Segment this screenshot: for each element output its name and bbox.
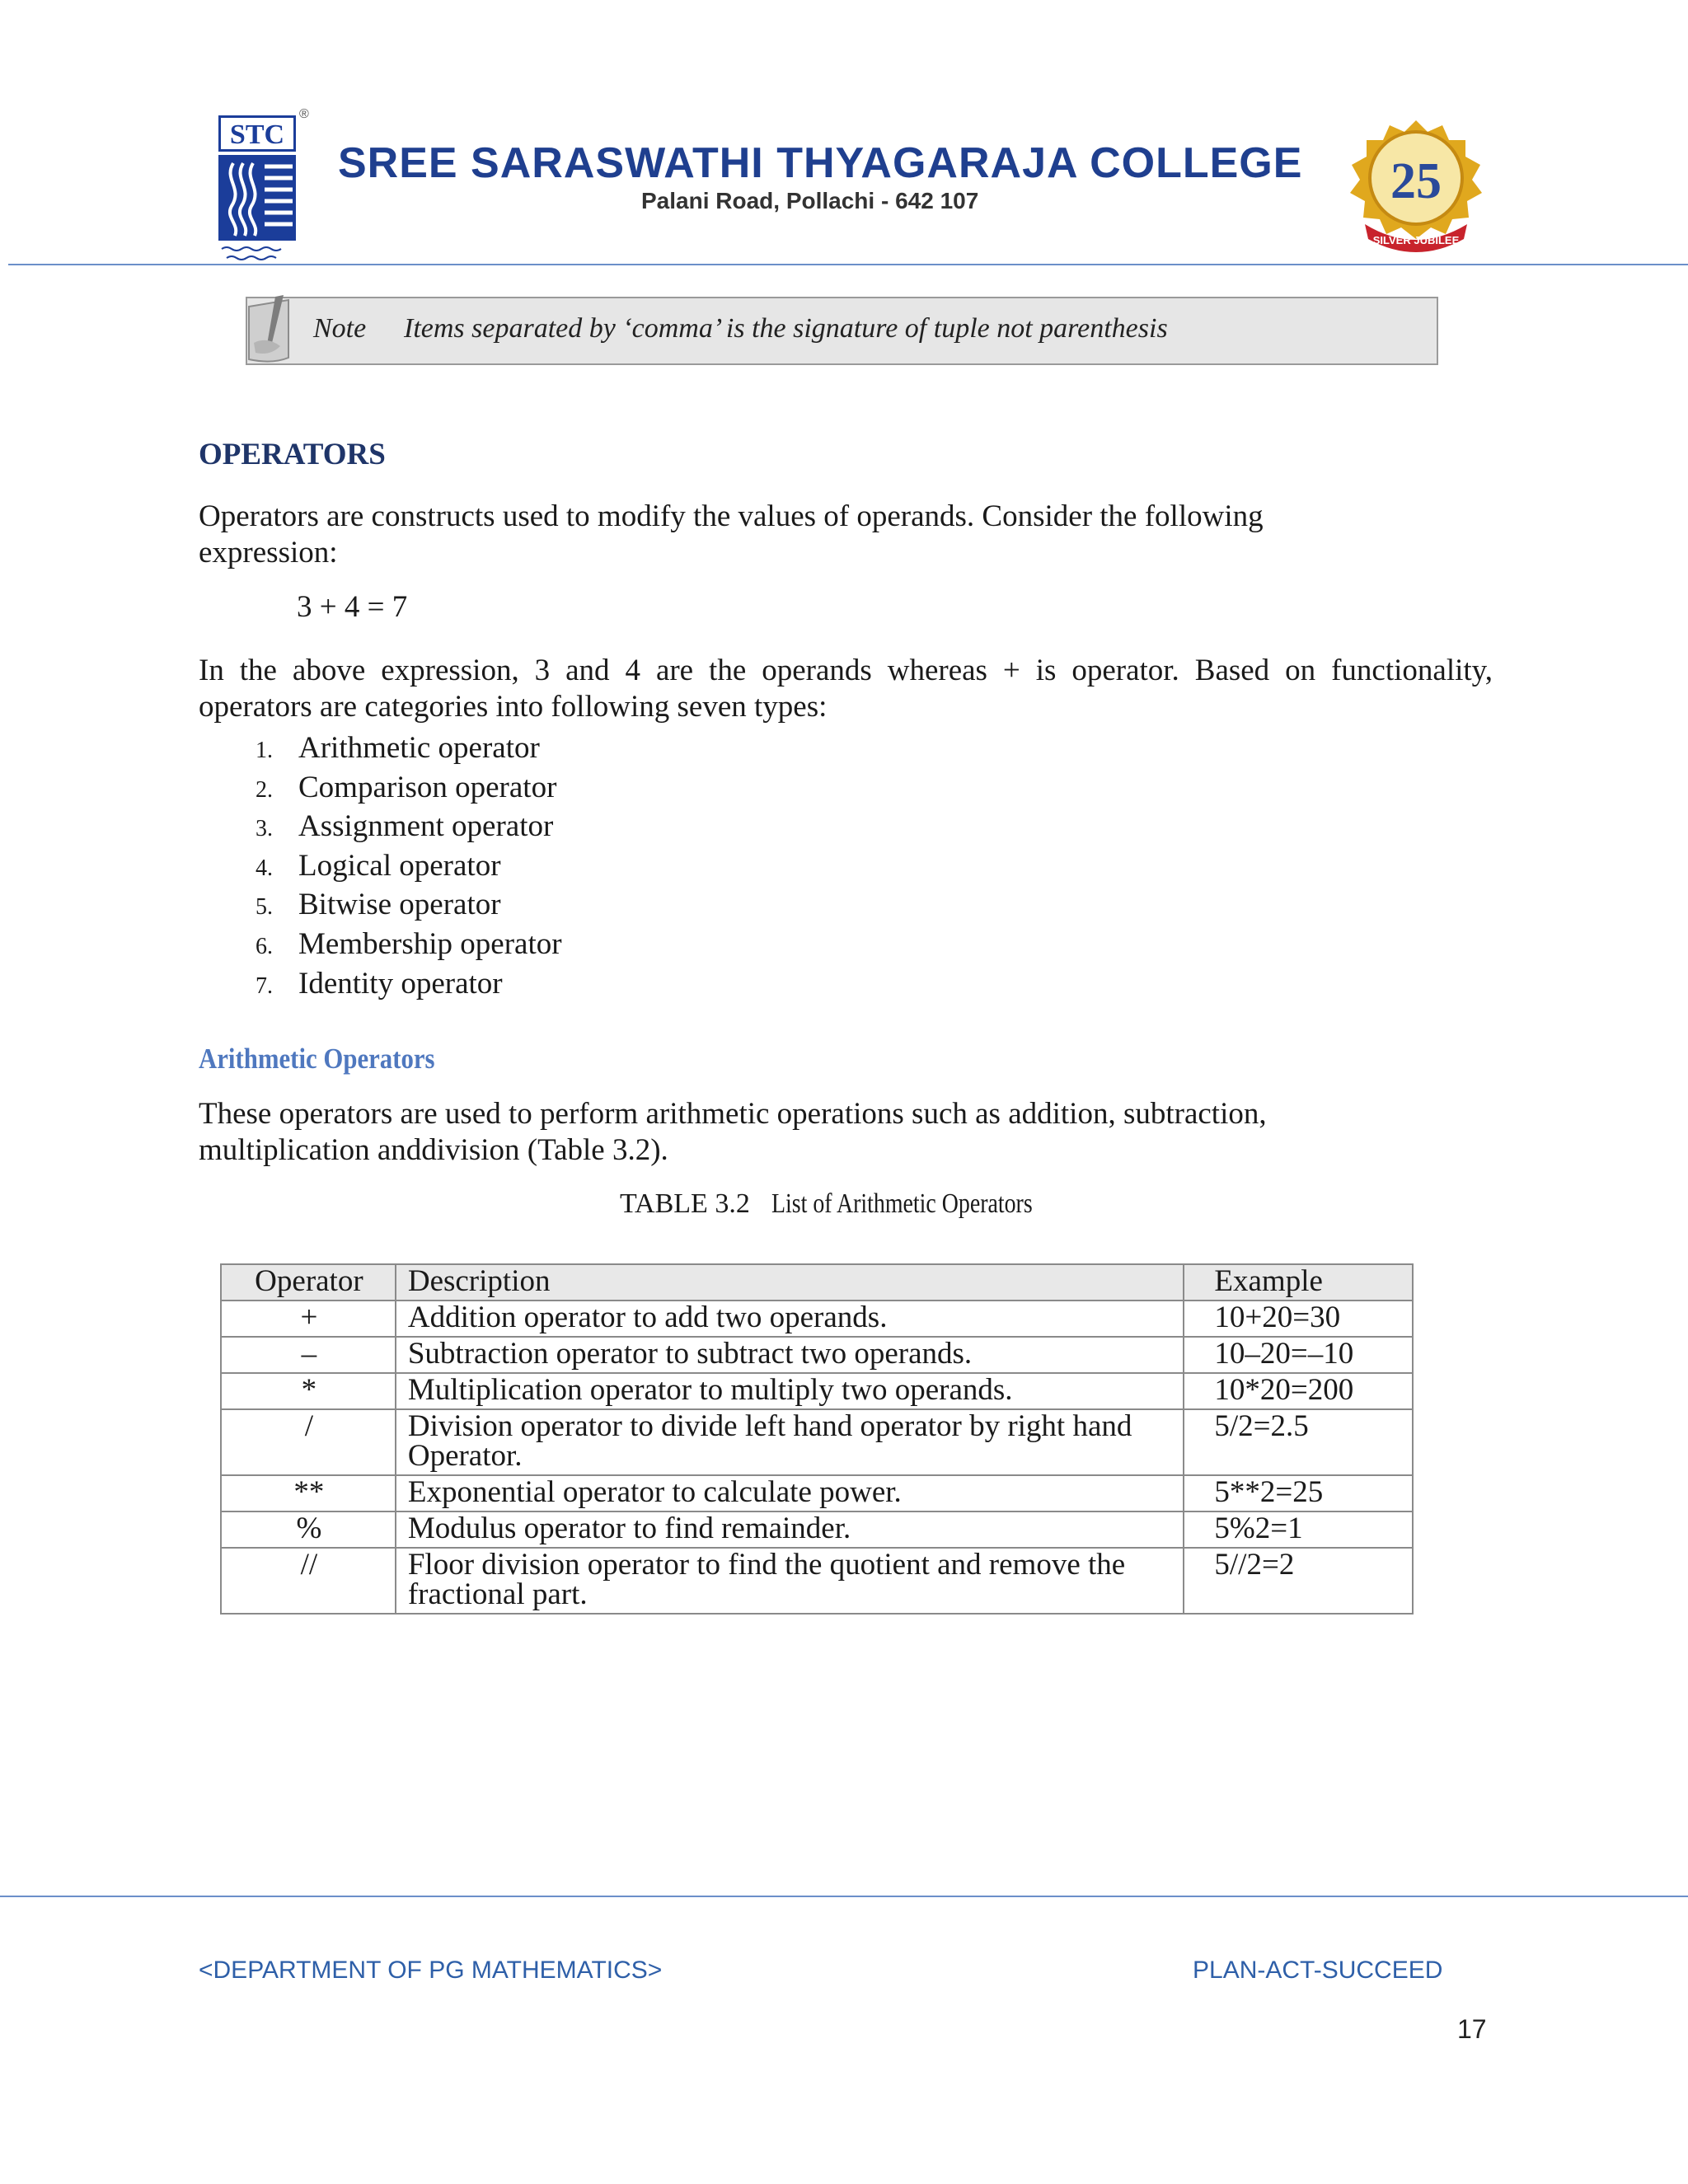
page-number: 17 — [1457, 2014, 1487, 2044]
footer-divider — [0, 1896, 1688, 1897]
cell-example: 5**2=25 — [1184, 1475, 1413, 1511]
list-number: 3. — [256, 816, 273, 842]
list-item — [256, 847, 562, 887]
college-name: SREE SARASWATHI THYAGARAJA COLLEGE — [338, 139, 1303, 187]
cell-operator: / — [221, 1409, 396, 1475]
table-caption-text: List of Arithmetic Operators — [771, 1188, 1033, 1219]
arithmetic-paragraph — [199, 1096, 1493, 1169]
cell-example: 10*20=200 — [1184, 1373, 1413, 1409]
intro-line: Operators are constructs used to modify the values of operands. Consider the following — [199, 499, 1264, 533]
cell-example: 5/2=2.5 — [1184, 1409, 1413, 1475]
list-label: Assignment operator — [298, 809, 554, 844]
list-item — [256, 965, 562, 1005]
note-box — [246, 297, 1438, 365]
table-caption-number: TABLE 3.2 — [620, 1188, 750, 1219]
tamil-motto-graphic — [218, 244, 296, 262]
list-number: 2. — [256, 776, 273, 803]
column-header-description: Description — [396, 1264, 1184, 1301]
cell-description: Multiplication operator to multiply two operands. — [396, 1373, 1184, 1409]
list-label: Arithmetic operator — [298, 731, 540, 765]
column-header-operator: Operator — [221, 1264, 396, 1301]
list-item — [256, 769, 562, 808]
cell-description: Exponential operator to calculate power. — [396, 1475, 1184, 1511]
note-pencil-icon — [247, 293, 295, 364]
table-row — [221, 1511, 1413, 1548]
cell-description: Floor division operator to find the quotient and remove the fractional part. — [396, 1548, 1184, 1614]
header-divider — [8, 264, 1688, 265]
registered-mark: ® — [299, 107, 309, 121]
table-caption — [620, 1188, 1090, 1220]
cell-example: 10–20=–10 — [1184, 1337, 1413, 1373]
cell-description: Subtraction operator to subtract two operands. — [396, 1337, 1184, 1373]
stc-emblem-icon — [218, 155, 296, 241]
operators-intro — [199, 499, 1493, 571]
list-item — [256, 729, 562, 769]
cell-description: Addition operator to add two operands. — [396, 1301, 1184, 1337]
operator-types-list — [256, 729, 562, 1004]
silver-jubilee-badge-icon — [1342, 115, 1490, 255]
table-row — [221, 1548, 1413, 1614]
paragraph-line: These operators are used to perform arithmetic operations such as addition, subtraction, — [199, 1097, 1267, 1131]
cell-example: 5%2=1 — [1184, 1511, 1413, 1548]
intro-line: expression: — [199, 536, 338, 569]
arithmetic-operators-table — [220, 1263, 1414, 1615]
paragraph-line: multiplication anddivision (Table 3.2). — [199, 1133, 668, 1167]
list-item — [256, 808, 562, 847]
list-label: Comparison operator — [298, 770, 557, 804]
cell-operator: + — [221, 1301, 396, 1337]
operators-paragraph — [199, 653, 1493, 725]
cell-example: 5//2=2 — [1184, 1548, 1413, 1614]
list-number: 6. — [256, 933, 273, 959]
stc-logo-text: STC — [218, 115, 296, 152]
list-label: Membership operator — [298, 926, 562, 961]
note-label: Note — [313, 313, 367, 344]
list-number: 5. — [256, 894, 273, 921]
table-row — [221, 1475, 1413, 1511]
college-address: Palani Road, Pollachi - 642 107 — [641, 188, 979, 213]
list-number: 4. — [256, 855, 273, 881]
list-label: Identity operator — [298, 966, 503, 1001]
table-row — [221, 1337, 1413, 1373]
cell-description: Modulus operator to find remainder. — [396, 1511, 1184, 1548]
list-number: 1. — [256, 738, 273, 763]
note-text: Items separated by ‘comma’ is the signature of tuple not parenthesis — [404, 313, 1168, 344]
table-row — [221, 1373, 1413, 1409]
cell-operator: // — [221, 1548, 396, 1614]
footer-motto: PLAN-ACT-SUCCEED — [1193, 1957, 1443, 1984]
list-item — [256, 926, 562, 965]
jubilee-banner-text: SILVER JUBILEE — [1372, 234, 1460, 246]
cell-operator: % — [221, 1511, 396, 1548]
jubilee-number: 25 — [1390, 153, 1442, 209]
list-number: 7. — [256, 972, 273, 999]
footer-department: <DEPARTMENT OF PG MATHEMATICS> — [199, 1957, 663, 1984]
cell-operator: ** — [221, 1475, 396, 1511]
column-header-example: Example — [1184, 1264, 1413, 1301]
table-header-row — [221, 1264, 1413, 1301]
stc-logo — [218, 107, 309, 262]
paragraph-line: operators are categories into following seven types: — [199, 690, 828, 724]
cell-operator: – — [221, 1337, 396, 1373]
table-row — [221, 1409, 1413, 1475]
list-label: Bitwise operator — [298, 888, 501, 922]
paragraph-line: In the above expression, 3 and 4 are the operands whereas + is operator. Based on functionality, — [199, 654, 1493, 687]
list-item — [256, 886, 562, 926]
cell-operator: * — [221, 1373, 396, 1409]
cell-description: Division operator to divide left hand operator by right hand Operator. — [396, 1409, 1184, 1475]
cell-example: 10+20=30 — [1184, 1301, 1413, 1337]
list-label: Logical operator — [298, 848, 501, 883]
table-row — [221, 1301, 1413, 1337]
example-expression: 3 + 4 = 7 — [297, 590, 408, 624]
arithmetic-heading: Arithmetic Operators — [199, 1043, 435, 1075]
operators-heading: OPERATORS — [199, 438, 386, 471]
